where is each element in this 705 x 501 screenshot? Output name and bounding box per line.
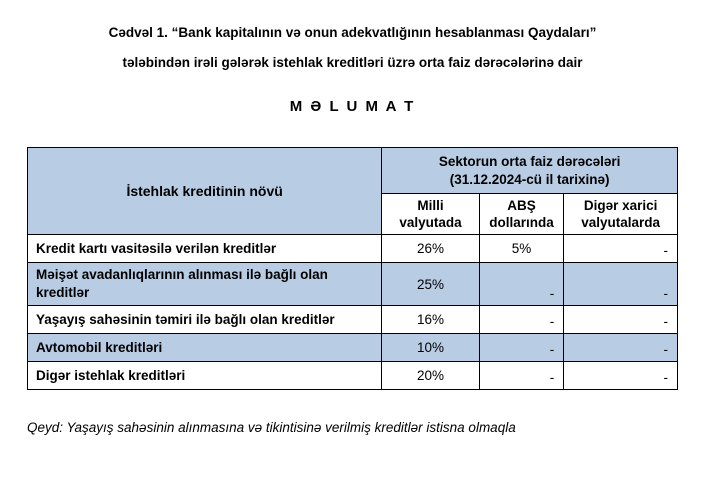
group-header-line-2: (31.12.2024-cü il tarixinə): [449, 171, 610, 187]
row-label: Avtomobil kreditləri: [28, 334, 382, 362]
table-row-other-consumer: [28, 362, 678, 390]
column-header-credit-type: İstehlak kreditinin növü: [28, 148, 382, 235]
row-label: Digər istehlak kreditləri: [28, 362, 382, 390]
row-label: Yaşayış sahəsinin təmiri ilə bağlı olan kreditlər: [28, 306, 382, 334]
footnote: Qeyd: Yaşayış sahəsinin alınmasına və tikintisinə verilmiş kreditlər istisna olmaqla: [27, 420, 516, 435]
row-label: Kredit kartı vasitəsilə verilən kreditlər: [28, 235, 382, 263]
column-header-diger-xarici: Digər xarici valyutalarda: [564, 194, 678, 235]
column-header-abs-dollarinda: ABŞ dollarında: [479, 194, 564, 235]
table-row-auto-loans: [28, 334, 678, 362]
title-line-1: Cədvəl 1. “Bank kapitalının və onun adekvatlığının hesablanması Qaydaları”: [108, 25, 597, 40]
value-other-currency: -: [564, 235, 678, 263]
value-milli: 16%: [382, 306, 480, 334]
value-milli: 26%: [382, 235, 480, 263]
table-row-credit-card: [28, 235, 678, 263]
value-other-currency: -: [564, 334, 678, 362]
value-usd: -: [479, 263, 564, 306]
group-header-line-1: Sektorun orta faiz dərəcələri: [438, 153, 621, 169]
value-usd: -: [479, 306, 564, 334]
document-title: [27, 18, 678, 78]
heading-melumat: M Ə L U M A T: [289, 98, 416, 115]
table-row-household-appliances: [28, 263, 678, 306]
value-milli: 20%: [382, 362, 480, 390]
value-milli: 10%: [382, 334, 480, 362]
value-milli: 25%: [382, 263, 480, 306]
table-row-home-repair: [28, 306, 678, 334]
title-line-2: tələbindən irəli gələrək istehlak kreditləri üzrə orta faiz dərəcələrinə dair: [122, 55, 583, 70]
value-other-currency: -: [564, 263, 678, 306]
value-other-currency: -: [564, 306, 678, 334]
value-usd: -: [479, 334, 564, 362]
column-header-milli-valyutada: Milli valyutada: [382, 194, 480, 235]
value-other-currency: -: [564, 362, 678, 390]
value-usd: -: [479, 362, 564, 390]
table-header-row-1: [28, 148, 678, 194]
interest-rates-table: [27, 147, 678, 390]
column-header-sector-rates: [382, 148, 678, 194]
value-usd: 5%: [479, 235, 564, 263]
row-label: Məişət avadanlıqlarının alınması ilə bağlı olan kreditlər: [28, 263, 382, 306]
